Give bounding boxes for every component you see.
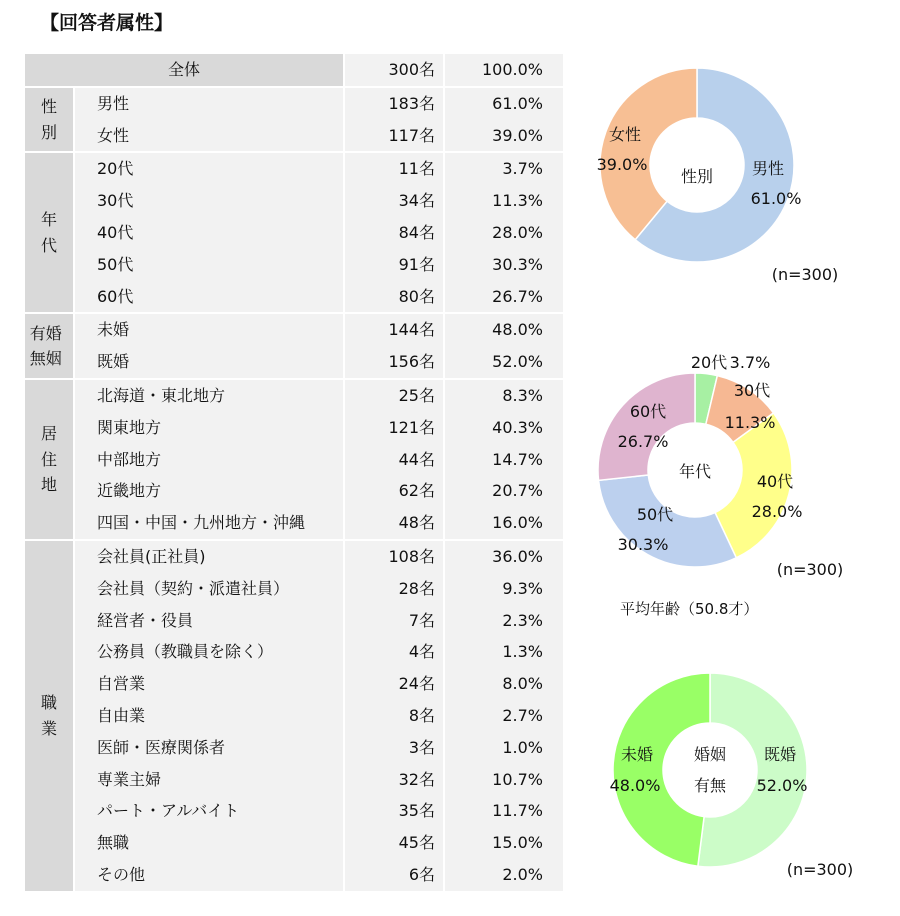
row-pct: 9.3%: [443, 573, 563, 605]
table-row: [25, 185, 563, 217]
row-label: 男性: [75, 86, 343, 120]
slice-category-label: 30代: [733, 381, 771, 400]
row-label: 40代: [75, 217, 343, 249]
page-title: 【回答者属性】: [40, 12, 174, 34]
row-label: 50代: [75, 249, 343, 281]
row-pct: 2.3%: [443, 605, 563, 637]
slice-value-label: 26.7%: [617, 432, 669, 451]
slice-value-label: 48.0%: [609, 776, 661, 795]
row-count: 80名: [343, 281, 443, 313]
table-row-total: [25, 54, 563, 86]
slice-value-label: 39.0%: [596, 155, 648, 174]
row-pct: 11.7%: [443, 795, 563, 827]
row-label: 無職: [75, 827, 343, 859]
row-count: 25名: [343, 378, 443, 412]
row-label: 20代: [75, 151, 343, 185]
row-label: 中部地方: [75, 444, 343, 476]
row-count: 84名: [343, 217, 443, 249]
row-pct: 20.7%: [443, 475, 563, 507]
row-pct: 40.3%: [443, 412, 563, 444]
row-count: 48名: [343, 507, 443, 539]
group-label: [25, 378, 75, 539]
total-count: 300名: [343, 54, 443, 86]
row-pct: 48.0%: [443, 312, 563, 346]
table-row: [25, 859, 563, 891]
row-count: 144名: [343, 312, 443, 346]
row-label: 四国・中国・九州地方・沖縄: [75, 507, 343, 539]
row-label: 北海道・東北地方: [75, 378, 343, 412]
table-row: [25, 475, 563, 507]
row-label: 女性: [75, 120, 343, 152]
table-row: [25, 795, 563, 827]
row-count: 44名: [343, 444, 443, 476]
group-label: [25, 539, 75, 891]
slice-value-label: 3.7%: [729, 353, 771, 372]
row-label: 近畿地方: [75, 475, 343, 507]
row-count: 4名: [343, 636, 443, 668]
row-pct: 10.7%: [443, 764, 563, 796]
total-label: 全体: [25, 54, 343, 86]
slice-category-label: 男性: [751, 159, 785, 178]
table-row: [25, 732, 563, 764]
donut-center-title: 性別: [680, 167, 714, 186]
slice-value-label: 11.3%: [724, 413, 776, 432]
row-pct: 2.7%: [443, 700, 563, 732]
table-row: [25, 539, 563, 573]
row-pct: 16.0%: [443, 507, 563, 539]
row-pct: 30.3%: [443, 249, 563, 281]
table-row: [25, 281, 563, 313]
row-label: 未婚: [75, 312, 343, 346]
slice-value-label: 61.0%: [750, 189, 802, 208]
group-label: [25, 151, 75, 312]
table-row: [25, 249, 563, 281]
group-label: [25, 86, 75, 152]
marital-donut-chart: [600, 665, 860, 895]
table-row: [25, 378, 563, 412]
table-row: [25, 636, 563, 668]
table-row: [25, 827, 563, 859]
slice-value-label: 28.0%: [751, 502, 803, 521]
row-count: 28名: [343, 573, 443, 605]
group-label-text: 居住地: [40, 424, 57, 495]
row-label: 専業主婦: [75, 764, 343, 796]
row-count: 156名: [343, 346, 443, 378]
group-label-text: 年代: [40, 210, 57, 255]
table-row: [25, 312, 563, 346]
slice-value-label: 52.0%: [756, 776, 808, 795]
table-row: [25, 764, 563, 796]
row-count: 183名: [343, 86, 443, 120]
row-pct: 8.3%: [443, 378, 563, 412]
table-row: [25, 346, 563, 378]
row-pct: 1.0%: [443, 732, 563, 764]
row-label: 会社員(正社員): [75, 539, 343, 573]
row-count: 3名: [343, 732, 443, 764]
group-label: [25, 312, 75, 378]
slice-category-label: 60代: [629, 402, 667, 421]
row-count: 11名: [343, 151, 443, 185]
row-count: 108名: [343, 539, 443, 573]
row-count: 32名: [343, 764, 443, 796]
row-count: 7名: [343, 605, 443, 637]
row-count: 6名: [343, 859, 443, 891]
row-count: 62名: [343, 475, 443, 507]
group-label-text: 職業: [40, 693, 57, 738]
total-pct: 100.0%: [443, 54, 563, 86]
row-label: 医師・医療関係者: [75, 732, 343, 764]
age-donut-chart: [595, 350, 845, 580]
group-label-text: 有婚無姻: [29, 323, 62, 369]
row-pct: 39.0%: [443, 120, 563, 152]
sample-size-label: (n=300): [786, 860, 854, 879]
donut-center-title: 婚姻: [693, 745, 727, 764]
row-label: 既婚: [75, 346, 343, 378]
row-label: 60代: [75, 281, 343, 313]
table-row: [25, 573, 563, 605]
donut-center-title: 有無: [693, 776, 727, 795]
row-pct: 52.0%: [443, 346, 563, 378]
donut-slice: [613, 673, 710, 866]
sample-size-label: (n=300): [776, 560, 844, 579]
table-row: [25, 120, 563, 152]
slice-category-label: 未婚: [620, 745, 654, 764]
row-pct: 3.7%: [443, 151, 563, 185]
table-row: [25, 444, 563, 476]
row-count: 45名: [343, 827, 443, 859]
row-count: 117名: [343, 120, 443, 152]
donut-slice: [698, 673, 807, 867]
row-pct: 2.0%: [443, 859, 563, 891]
row-count: 91名: [343, 249, 443, 281]
row-label: パート・アルバイト: [75, 795, 343, 827]
row-pct: 26.7%: [443, 281, 563, 313]
slice-category-label: 40代: [756, 472, 794, 491]
slice-category-label: 50代: [636, 505, 674, 524]
table-row: [25, 507, 563, 539]
row-label: 自営業: [75, 668, 343, 700]
average-age-note: 平均年齢（50.8才）: [620, 600, 759, 618]
group-label-text: 性別: [40, 97, 57, 142]
table-row: [25, 605, 563, 637]
table-row: [25, 668, 563, 700]
row-count: 34名: [343, 185, 443, 217]
row-pct: 28.0%: [443, 217, 563, 249]
row-count: 8名: [343, 700, 443, 732]
row-label: 自由業: [75, 700, 343, 732]
gender-donut-chart: [590, 70, 839, 310]
row-count: 35名: [343, 795, 443, 827]
table-row: [25, 700, 563, 732]
row-pct: 8.0%: [443, 668, 563, 700]
row-pct: 14.7%: [443, 444, 563, 476]
row-label: その他: [75, 859, 343, 891]
row-pct: 11.3%: [443, 185, 563, 217]
row-label: 経営者・役員: [75, 605, 343, 637]
sample-size-label: (n=300): [771, 265, 839, 284]
slice-category-label: 既婚: [763, 745, 797, 764]
donut-center-title: 年代: [678, 462, 712, 481]
row-label: 関東地方: [75, 412, 343, 444]
table-row: [25, 412, 563, 444]
row-label: 30代: [75, 185, 343, 217]
table-row: [25, 217, 563, 249]
row-pct: 1.3%: [443, 636, 563, 668]
row-label: 公務員（教職員を除く）: [75, 636, 343, 668]
row-pct: 15.0%: [443, 827, 563, 859]
attribute-table: [25, 54, 563, 891]
slice-category-label: 20代: [690, 353, 728, 372]
slice-category-label: 女性: [608, 125, 642, 144]
row-pct: 36.0%: [443, 539, 563, 573]
table-row: [25, 151, 563, 185]
slice-value-label: 30.3%: [617, 535, 669, 554]
row-pct: 61.0%: [443, 86, 563, 120]
row-count: 121名: [343, 412, 443, 444]
row-count: 24名: [343, 668, 443, 700]
row-label: 会社員（契約・派遣社員）: [75, 573, 343, 605]
table-row: [25, 86, 563, 120]
